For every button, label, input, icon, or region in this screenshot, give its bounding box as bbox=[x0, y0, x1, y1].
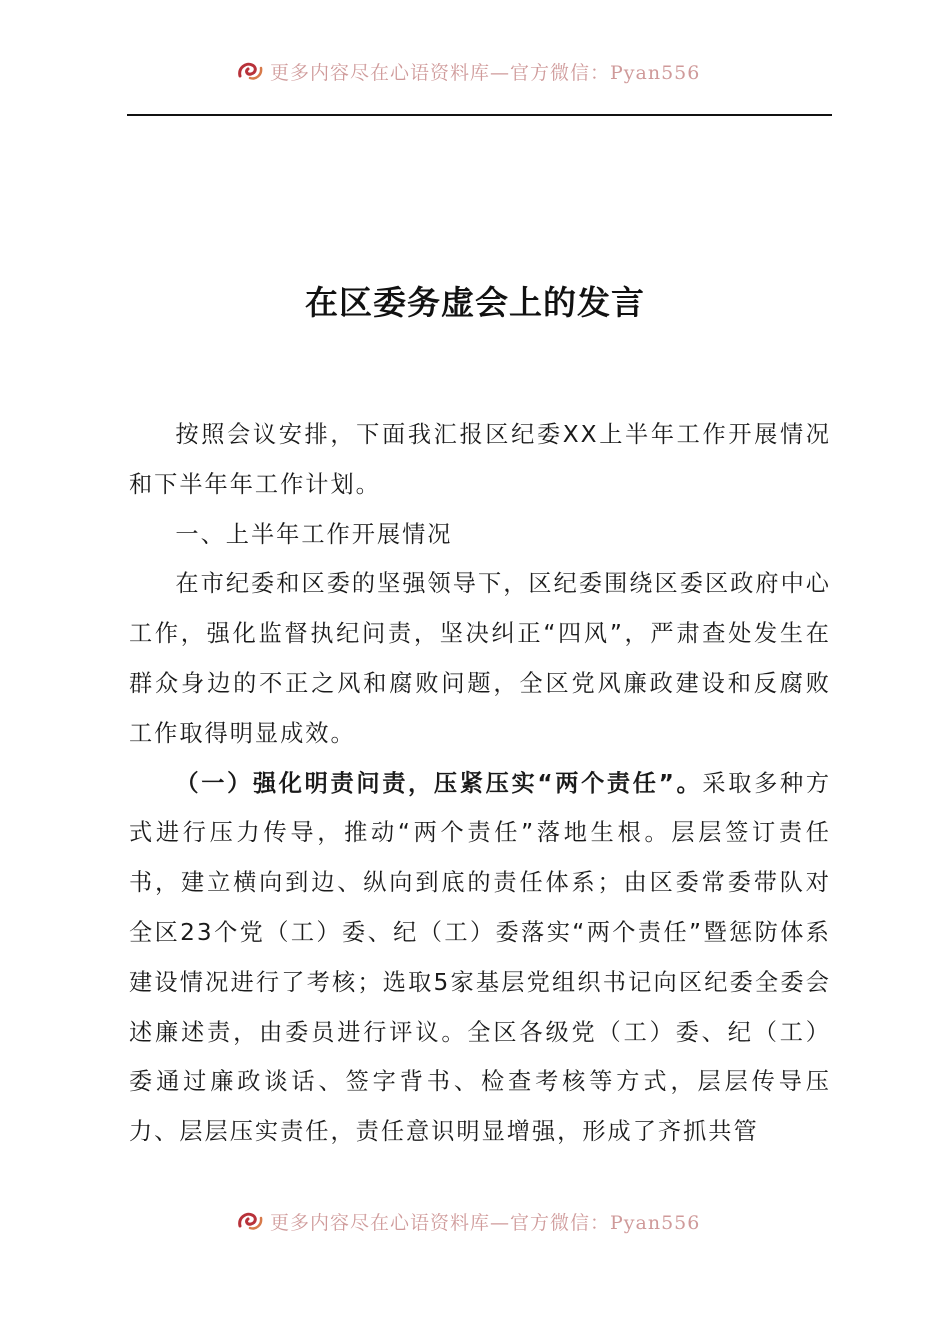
spiral-logo-icon bbox=[236, 1208, 264, 1234]
paragraph-text: 按照会议安排，下面我汇报区纪委XX上半年工作开展情况和下半年年工作计划。 bbox=[129, 421, 831, 498]
paragraph-text: 在市纪委和区委的坚强领导下，区纪委围绕区委区政府中心工作，强化监督执纪问责，坚决纠正“四风”，严肃查处发生在群众身边的不正之风和腐败问题，全区党风廉政建设和反腐败工作取得明显成效。 bbox=[129, 570, 831, 747]
paragraph-summary bbox=[129, 559, 831, 758]
paragraph-text: 采取多种方式进行压力传导，推动“两个责任”落地生根。层层签订责任书，建立横向到边、纵向到底的责任体系；由区委常委带队对全区23个党（工）委、纪（工）委落实“两个责任”暨惩防体系建设情况进行了考核；选取5家基层党组织书记向区纪委全委会述廉述责，由委员进行评议。全区各级党（工）委、纪（工）委通过廉政谈话、签字背书、检查考核等方式，层层传导压力、层层压实责任，责任意识明显增强，形成了齐抓共管 bbox=[129, 769, 832, 1146]
section-heading bbox=[129, 510, 831, 560]
header-divider bbox=[127, 114, 832, 116]
spiral-logo-icon bbox=[236, 58, 264, 84]
paragraph-item-1 bbox=[129, 759, 831, 1157]
watermark-text: 更多内容尽在心语资料库—官方微信：Pyan556 bbox=[270, 61, 701, 84]
paragraph-intro bbox=[129, 410, 831, 510]
document-title: 在区委务虚会上的发言 bbox=[305, 283, 645, 323]
header-watermark bbox=[236, 58, 700, 84]
document-body bbox=[129, 410, 831, 1157]
watermark-text: 更多内容尽在心语资料库—官方微信：Pyan556 bbox=[270, 1211, 701, 1234]
subheading-lead: （一）强化明责问责，压紧压实“两个责任”。 bbox=[175, 769, 703, 797]
footer-watermark bbox=[236, 1208, 700, 1234]
section-heading-text: 一、上半年工作开展情况 bbox=[175, 520, 453, 548]
